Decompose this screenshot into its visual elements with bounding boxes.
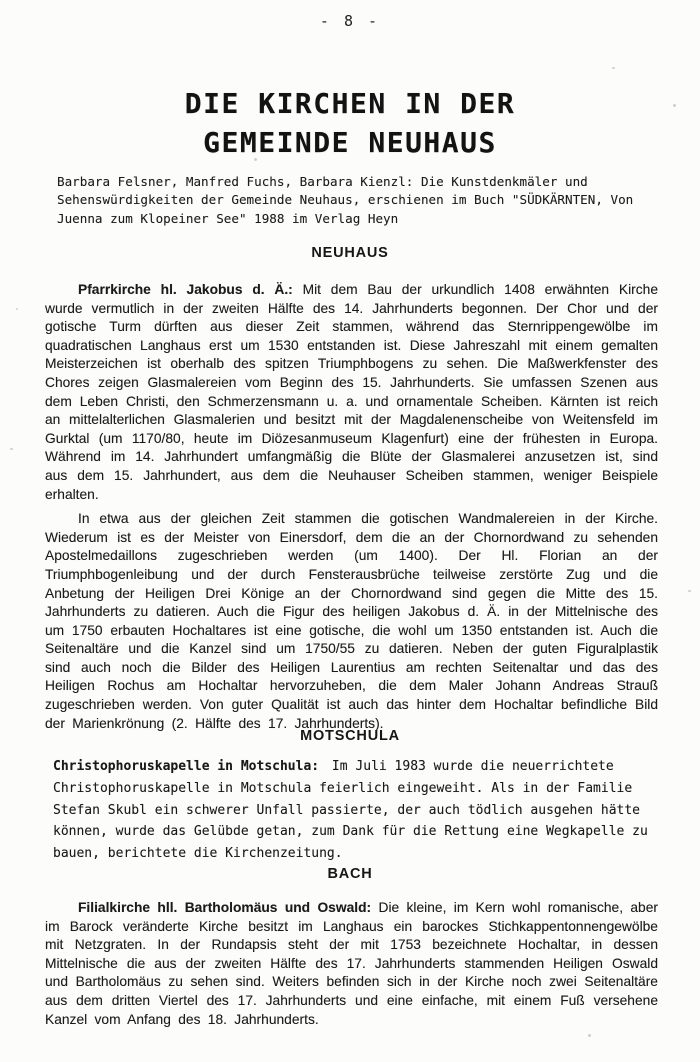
paragraph-filialkirche — [45, 899, 658, 1029]
paragraph-wandmalereien — [45, 510, 658, 733]
scan-speck — [588, 1034, 591, 1037]
paragraph-lead-pfarrkirche: Pfarrkirche hl. Jakobus d. Ä.: — [78, 282, 293, 297]
section-heading-bach: BACH — [327, 866, 373, 882]
scan-speck — [10, 448, 13, 450]
credit-paragraph: Barbara Felsner, Manfred Fuchs, Barbara Kienzl: Die Kunstdenkmäler und Sehenswürdigkeiten der Gemeinde Neuhaus, erschienen im Buch "SÜDKÄRNTEN, Von Juenna zum Klopeiner See" 1988 im Verlag Heyn — [57, 174, 634, 226]
paragraph-christophoruskapelle — [53, 756, 654, 865]
bach-body — [45, 899, 658, 1029]
paragraph-text-filialkirche: Die kleine, im Kern wohl romanische, aber im Barock veränderte Kirche besitzt im Langhaus ein barockes Stichkappentonnengewölbe mit Netzgraten. In der Rundapsis steht der mit 1753 bezeichnete Hochaltar, in dessen Mittelnische die aus der zweiten Hälfte des 17. Jahrhunderts stammenden Heiligen Oswald und Bartholomäus zu sehen sind. Weiters befinden sich in der Kirche noch zwei Seitenaltäre aus dem dritten Viertel des 17. Jahrhunderts und eine einfache, mit einem Fuß versehene Kanzel vom Anfang des 18. Jahrhunderts. — [45, 900, 658, 1027]
section-heading-neuhaus: NEUHAUS — [311, 245, 389, 261]
scan-speck — [612, 67, 615, 69]
paragraph-pfarrkirche — [45, 281, 658, 504]
paragraph-lead-christophoruskapelle: Christophoruskapelle in Motschula: — [53, 759, 320, 774]
neuhaus-body — [45, 281, 658, 733]
paragraph-text-wandmalereien: In etwa aus der gleichen Zeit stammen die gotischen Wandmalereien in der Kirche. Wiederum ist es der Meister von Einersdorf, dem die an der Chornordwand zu sehenden Apostelmedaillons zugeschrieben werden (um 1400). Der Hl. Florian an der Triumphbogenleibung und der durch Fensterausbrüche teilweise zerstörte Zug und die Anbetung der Heiligen Drei Könige an der Chornordwand sind gegen die Mitte des 15. Jahrhunderts zu datieren. Auch die Figur des heiligen Jakobus d. Ä. in der Mittelnische des um 1750 erbauten Hochaltares ist eine gotische, die wohl um 1350 entstanden ist. Auch die Seitenaltäre und die Kanzel sind um 1750/55 zu datieren. Neben der guten Figuralplastik sind auch noch die Bilder des Heiligen Laurentius am rechten Seitenaltar und das des Heiligen Rochus am Hochaltar hervorzuheben, die dem Maler Johann Andreas Strauß zugeschrieben werden. Von guter Qualität ist auch das hinter dem Hochaltar befindliche Bild der Marienkrönung (2. Hälfte des 17. Jahrhunderts). — [45, 511, 658, 731]
scan-speck — [688, 590, 691, 592]
section-heading-motschula: MOTSCHULA — [300, 728, 400, 744]
document-title-line1: DIE KIRCHEN IN DER — [184, 87, 516, 120]
paragraph-text-christophoruskapelle: Im Juli 1983 wurde die neuerrichtete Christophoruskapelle in Motschula feierlich eingeweiht. Als in der Familie Stefan Skubl ein schwerer Unfall passierte, der auch tödlich ausgehen hätte können, wurde das Gelübde getan, zum Dank für die Rettung eine Wegkapelle zu bauen, berichtete die Kirchenzeitung. — [53, 759, 648, 862]
page-number: - 8 - — [319, 12, 381, 30]
document-title-line2: GEMEINDE NEUHAUS — [203, 126, 497, 159]
document-title — [0, 84, 700, 162]
scan-speck — [16, 308, 18, 310]
paragraph-lead-filialkirche: Filialkirche hll. Bartholomäus und Oswald: — [78, 900, 372, 915]
paragraph-text-pfarrkirche: Mit dem Bau der urkundlich 1408 erwähnten Kirche wurde vermutlich in der zweiten Hälfte des 14. Jahrhunderts begonnen. Der Chor und der gotische Turm dürften aus dieser Zeit stammen, während das Sternrippengewölbe im quadratischen Langhaus erst um 1530 entstanden ist. Diese Jahreszahl mit einem gemalten Meisterzeichen ist oberhalb des spitzen Triumphbogens zu sehen. Die Maßwerkfenster des Chores zeigen Glasmalereien vom Beginn des 15. Jahrhunderts. Sie umfassen Szenen aus dem Leben Christi, den Schmerzensmann u. a. und ornamentale Scheiben. Kärnten ist reich an mittelalterlichen Glasmalerien und besitzt mit der Magdalenenscheibe von Weitensfeld im Gurktal (um 1170/80, heute im Diözesanmuseum Klagenfurt) eine der frühesten in Europa. Während im 14. Jahrhundert umfangmäßig die Blüte der Glasmalerei anzusetzen ist, sind aus dem 15. Jahrhundert, aus dem die Neuhauser Scheiben stammen, weniger Beispiele erhalten. — [45, 282, 658, 502]
